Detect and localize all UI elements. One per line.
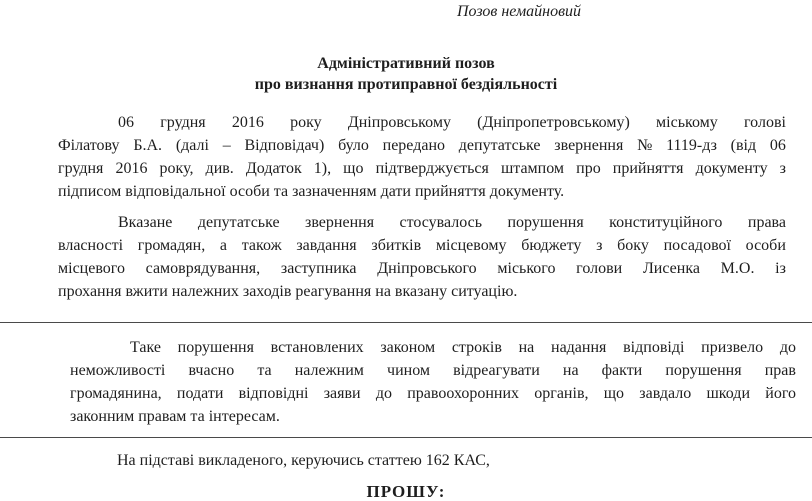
word: з: [596, 237, 603, 254]
word: шкоди: [706, 385, 751, 402]
paragraph-2-line-3: [58, 260, 786, 278]
word: відповіді: [623, 339, 685, 356]
word: самоврядування,: [145, 260, 261, 277]
word: місцевого: [58, 260, 125, 277]
paragraph-3-line-2: [70, 362, 796, 380]
word: документу: [695, 160, 768, 177]
paragraph-1-line-4: підписом відповідальної особи та зазначенням дати прийняття документу.: [58, 183, 565, 200]
word: із: [775, 260, 786, 277]
word: депутатське: [197, 214, 280, 231]
word: див.: [205, 160, 234, 177]
word: Вказане: [118, 214, 173, 231]
word: збитків: [371, 237, 422, 254]
word: депутатське: [458, 137, 541, 154]
word: порушення: [665, 362, 742, 379]
word: було: [338, 137, 369, 154]
word: Дніпровському: [347, 114, 451, 131]
word: передано: [382, 137, 445, 154]
word: грудня: [58, 160, 104, 177]
word: М.О.: [720, 260, 755, 277]
word: конституційного: [609, 214, 723, 231]
word: а: [219, 237, 228, 254]
word: порушення: [507, 214, 584, 231]
word: голові: [744, 114, 786, 131]
word: прав: [764, 362, 796, 379]
word: неможливості: [70, 362, 166, 379]
word: особи: [745, 237, 786, 254]
word: (Дніпропетровському): [477, 114, 630, 131]
word: Додаток: [245, 160, 302, 177]
word: 06: [769, 137, 786, 154]
paragraph-3-line-3: [70, 385, 796, 403]
word: заступника: [280, 260, 357, 277]
word: на: [518, 339, 535, 356]
word: на: [562, 362, 579, 379]
word: Б.А.: [133, 137, 163, 154]
word: вчасно: [188, 362, 235, 379]
word: відповідні: [238, 385, 309, 402]
paragraph-1-line-1: [118, 114, 786, 132]
word: боку: [617, 237, 649, 254]
word: власності: [58, 237, 124, 254]
section-divider-top: [0, 322, 812, 323]
word: та: [257, 362, 272, 379]
word: заяви: [323, 385, 361, 402]
word: (далі: [175, 137, 209, 154]
word: звернення: [305, 214, 375, 231]
word: 06: [118, 114, 134, 131]
word: з: [779, 160, 786, 177]
word: органів,: [534, 385, 589, 402]
word: року,: [159, 160, 194, 177]
word: правоохоронних: [407, 385, 520, 402]
word: належним: [294, 362, 364, 379]
document-title-line-2: про визнання протиправної бездіяльності: [254, 76, 558, 93]
word: прийняття: [612, 160, 684, 177]
paragraph-2-line-2: [58, 237, 786, 255]
word: що: [603, 385, 625, 402]
legal-basis-line: На підставі викладеного, керуючись статтею 162 КАС,: [117, 452, 490, 469]
word: до: [779, 339, 796, 356]
word: Лисенка: [642, 260, 700, 277]
word: громадянина,: [70, 385, 162, 402]
word: міського: [497, 260, 556, 277]
word: (від: [730, 137, 757, 154]
paragraph-1-line-3: [58, 160, 786, 178]
word: року: [290, 114, 322, 131]
word: звернення: [554, 137, 624, 154]
word: завдало: [639, 385, 692, 402]
word: посадової: [663, 237, 731, 254]
word: надання: [551, 339, 607, 356]
word: 1119-дз: [666, 137, 717, 154]
word: 1),: [313, 160, 332, 177]
paragraph-3-line-1: [130, 339, 796, 357]
paragraph-2-line-4: прохання вжити належних заходів реагування на вказану ситуацію.: [58, 283, 518, 300]
word: штампом: [500, 160, 565, 177]
word: бюджету: [521, 237, 582, 254]
word: призвело: [701, 339, 764, 356]
word: –: [222, 137, 231, 154]
word: встановлених: [270, 339, 364, 356]
word: права: [747, 214, 786, 231]
word: завдання: [296, 237, 357, 254]
word: порушення: [177, 339, 254, 356]
request-heading: ПРОШУ:: [366, 482, 446, 501]
word: 2016: [115, 160, 148, 177]
word: про: [576, 160, 601, 177]
section-divider-bottom: [0, 437, 812, 438]
word: що: [343, 160, 364, 177]
paragraph-1-line-2: [58, 137, 786, 155]
word: подати: [176, 385, 224, 402]
word: Філатову: [58, 137, 120, 154]
word: факти: [601, 362, 643, 379]
word: законом: [380, 339, 436, 356]
paragraph-2-line-1: [118, 214, 786, 232]
word: громадян,: [137, 237, 206, 254]
document-title-line-1: Адміністративний позов: [317, 55, 495, 72]
word: №: [637, 137, 653, 154]
word: його: [765, 385, 796, 402]
word: відреагувати: [453, 362, 540, 379]
word: місцевому: [435, 237, 507, 254]
word: голови: [576, 260, 623, 277]
word: 2016: [231, 114, 264, 131]
word: Дніпровського: [377, 260, 477, 277]
document-subtitle: Позов немайновий: [457, 3, 582, 20]
word: також: [241, 237, 282, 254]
word: грудня: [160, 114, 206, 131]
word: міському: [656, 114, 718, 131]
word: Таке: [130, 339, 161, 356]
word: строків: [451, 339, 502, 356]
word: чином: [387, 362, 431, 379]
paragraph-3-line-4: законним правам та інтересам.: [70, 408, 280, 425]
word: Відповідач): [244, 137, 325, 154]
word: до: [375, 385, 392, 402]
word: підтверджується: [375, 160, 489, 177]
word: стосувалось: [399, 214, 483, 231]
